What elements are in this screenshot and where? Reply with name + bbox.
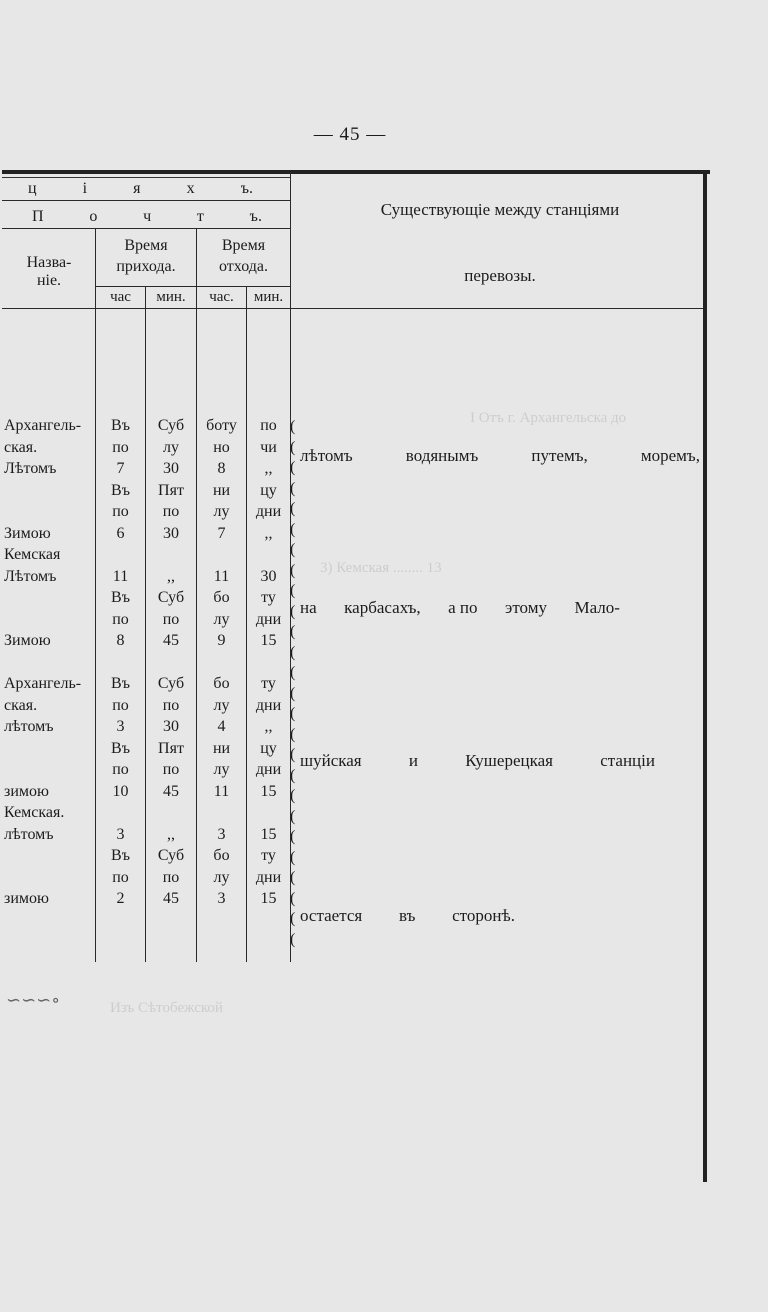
stations-header bbox=[28, 180, 253, 198]
bracket-mark: ( bbox=[290, 705, 296, 722]
time-cell: 11 bbox=[213, 782, 230, 800]
time-cell: 8 bbox=[217, 460, 226, 477]
header-rule bbox=[95, 286, 290, 287]
station-name-cell: ская. bbox=[4, 696, 38, 714]
time-cell: по bbox=[112, 438, 129, 456]
bracket-mark: ( bbox=[290, 828, 296, 845]
time-cell: лу bbox=[163, 438, 179, 456]
station-name-cell: зимою bbox=[4, 890, 49, 907]
time-cell: лу bbox=[213, 761, 230, 778]
time-cell: Пят bbox=[158, 739, 184, 757]
time-cell: лу bbox=[213, 696, 230, 714]
time-cell: Суб bbox=[157, 847, 185, 864]
word: водянымъ bbox=[405, 446, 479, 465]
time-cell: 30 bbox=[163, 524, 179, 542]
time-cell: 11 bbox=[112, 567, 129, 585]
time-cell: ,, bbox=[264, 460, 273, 477]
time-cell: Пят bbox=[158, 481, 184, 499]
time-cell: лу bbox=[213, 868, 230, 886]
station-name-cell: лѣтомъ bbox=[4, 825, 54, 843]
ferries-header: Существующіе между станціями bbox=[380, 200, 620, 219]
time-cell: бо bbox=[213, 589, 230, 606]
time-cell: ни bbox=[212, 481, 231, 499]
time-cell: 30 bbox=[260, 567, 277, 585]
time-cell: 45 bbox=[163, 632, 179, 649]
time-cell: Въ bbox=[111, 739, 130, 757]
time-cell: ,, bbox=[167, 567, 175, 585]
time-cell: 9 bbox=[217, 632, 226, 649]
minute-subheader: мин. bbox=[156, 289, 186, 305]
station-name-cell: ская. bbox=[4, 438, 38, 456]
bracket-mark: ( bbox=[290, 643, 296, 661]
station-name-cell: Кемская. bbox=[4, 804, 65, 821]
time-cell: по bbox=[112, 610, 129, 628]
time-cell: по bbox=[162, 761, 180, 778]
time-cell: Въ bbox=[111, 481, 130, 499]
bracket-mark: ( bbox=[290, 910, 296, 927]
time-cell: дни bbox=[255, 503, 282, 520]
station-name-cell: Архангель- bbox=[4, 675, 82, 692]
bleed-through-text: I Отъ г. Архангельска до bbox=[470, 410, 627, 426]
word: карбасахъ, bbox=[344, 598, 421, 617]
hour-subheader: час bbox=[110, 289, 131, 305]
time-cell: 3 bbox=[116, 825, 125, 843]
time-cell: Суб bbox=[157, 675, 185, 692]
time-cell: Въ bbox=[111, 417, 130, 434]
page-number: — 45 — bbox=[313, 124, 387, 145]
bracket-mark: ( bbox=[290, 684, 296, 702]
header-letter: ч bbox=[143, 208, 152, 225]
time-cell: но bbox=[213, 438, 230, 456]
header-letter: ъ. bbox=[240, 180, 253, 197]
header-letter: ц bbox=[28, 180, 37, 197]
bracket-mark: ( bbox=[290, 930, 296, 948]
time-cell: ту bbox=[261, 847, 276, 864]
time-cell: по bbox=[162, 868, 180, 886]
header-letter: ъ. bbox=[249, 208, 262, 225]
ferries-subheader: перевозы. bbox=[464, 266, 536, 285]
bracket-mark: ( bbox=[290, 479, 296, 497]
time-cell: дни bbox=[255, 868, 282, 886]
word: шуйская bbox=[300, 751, 362, 770]
word: путемъ, bbox=[531, 446, 588, 465]
time-cell: 3 bbox=[217, 890, 226, 907]
departure-column-header: Время отхода. bbox=[219, 237, 268, 275]
station-name-cell: Зимою bbox=[4, 632, 51, 649]
header-rule bbox=[2, 200, 290, 201]
ferry-text-line bbox=[300, 906, 515, 926]
bracket-mark: ( bbox=[290, 418, 296, 435]
word: на bbox=[300, 598, 317, 617]
time-cell: 15 bbox=[260, 890, 277, 907]
table-right-rule bbox=[703, 170, 707, 1182]
bracket-mark: ( bbox=[290, 787, 296, 804]
time-cell: 7 bbox=[217, 524, 226, 542]
time-cell: по bbox=[112, 503, 129, 520]
posts-header bbox=[32, 208, 262, 226]
bracket-mark: ( bbox=[290, 459, 296, 476]
bracket-mark: ( bbox=[290, 725, 296, 743]
ornament-squiggle: ∽∽∽∘ bbox=[6, 990, 61, 1010]
time-cell: лу bbox=[213, 503, 230, 520]
bleed-through-text: Изъ Сѣтобежской bbox=[110, 1000, 223, 1016]
bracket-mark: ( bbox=[290, 541, 296, 558]
time-cell: 8 bbox=[116, 632, 125, 649]
bracket-mark: ( bbox=[290, 520, 296, 538]
bracket-mark: ( bbox=[290, 807, 296, 825]
time-cell: 4 bbox=[217, 718, 226, 735]
bracket-mark: ( bbox=[290, 561, 296, 579]
bracket-mark: ( bbox=[290, 623, 296, 640]
time-cell: Въ bbox=[111, 847, 130, 864]
station-name-cell: Лѣтомъ bbox=[4, 460, 57, 477]
time-cell: по bbox=[162, 696, 180, 714]
time-cell: боту bbox=[206, 417, 237, 434]
header-letter: т bbox=[196, 208, 204, 225]
time-cell: ту bbox=[261, 589, 276, 606]
header-rule bbox=[2, 308, 703, 309]
time-cell: 45 bbox=[163, 890, 179, 907]
time-cell: Суб bbox=[157, 589, 185, 606]
time-cell: ту bbox=[261, 675, 276, 692]
time-cell: дни bbox=[255, 761, 282, 778]
word: этому bbox=[505, 598, 547, 617]
time-cell: 7 bbox=[116, 460, 125, 477]
word: остается bbox=[300, 906, 363, 925]
time-cell: ни bbox=[212, 739, 231, 757]
ferry-text-line bbox=[300, 598, 620, 618]
time-cell: по bbox=[112, 868, 129, 886]
bracket-mark: ( bbox=[290, 766, 296, 784]
time-cell: Въ bbox=[111, 675, 130, 692]
bracket-mark: ( bbox=[290, 602, 296, 620]
bracket-mark: ( bbox=[290, 889, 296, 907]
time-cell: цу bbox=[260, 481, 277, 499]
name-column-header: Назва- ніе. bbox=[26, 254, 72, 289]
time-cell: 30 bbox=[163, 460, 179, 477]
minute-subheader: мин. bbox=[253, 289, 284, 305]
time-cell: по bbox=[112, 696, 129, 714]
header-letter: я bbox=[133, 180, 141, 197]
time-cell: 30 bbox=[163, 718, 179, 735]
time-cell: по bbox=[112, 761, 129, 778]
ferry-text-line bbox=[300, 446, 700, 466]
time-cell: дни bbox=[255, 610, 282, 628]
time-cell: по bbox=[260, 417, 277, 434]
time-cell: по bbox=[162, 610, 180, 628]
word: и bbox=[408, 751, 418, 770]
time-cell: бо bbox=[213, 675, 230, 692]
word: Мало- bbox=[574, 598, 620, 617]
arrival-column-header: Время прихода. bbox=[116, 237, 176, 275]
time-cell: Суб bbox=[157, 417, 185, 434]
time-cell: 3 bbox=[217, 825, 226, 843]
ferry-text-line bbox=[300, 751, 655, 771]
time-cell: 15 bbox=[260, 825, 277, 843]
header-letter: і bbox=[82, 180, 88, 197]
time-cell: 2 bbox=[116, 890, 125, 907]
header-letter: П bbox=[32, 208, 44, 225]
bracket-mark: ( bbox=[290, 869, 296, 886]
word: Кушерецкая bbox=[465, 751, 553, 770]
bracket-mark: ( bbox=[290, 664, 296, 681]
station-name-cell: Кемская bbox=[4, 546, 61, 563]
time-cell: ,, bbox=[264, 524, 273, 542]
word: въ bbox=[398, 906, 416, 925]
station-name-cell: Лѣтомъ bbox=[4, 567, 57, 585]
time-cell: 15 bbox=[260, 782, 277, 800]
station-name-cell: лѣтомъ bbox=[4, 718, 54, 735]
bracket-mark: ( bbox=[290, 582, 296, 599]
time-cell: ,, bbox=[264, 718, 273, 735]
time-cell: 10 bbox=[112, 782, 129, 800]
bracket-mark: ( bbox=[290, 438, 296, 456]
time-cell: по bbox=[162, 503, 180, 520]
station-name-cell: Архангель- bbox=[4, 417, 82, 434]
header-rule bbox=[2, 228, 290, 229]
time-cell: 6 bbox=[116, 524, 125, 542]
time-cell: дни bbox=[255, 696, 282, 714]
time-cell: Въ bbox=[111, 589, 130, 606]
hour-subheader: час. bbox=[209, 289, 234, 305]
time-cell: 3 bbox=[116, 718, 125, 735]
time-cell: цу bbox=[260, 739, 277, 757]
header-letter: х bbox=[186, 180, 195, 197]
time-cell: 45 bbox=[163, 782, 179, 800]
word: а по bbox=[448, 598, 478, 617]
time-cell: 11 bbox=[213, 567, 230, 585]
word: сторонѣ. bbox=[452, 906, 515, 925]
time-cell: чи bbox=[260, 438, 277, 456]
time-cell: бо bbox=[213, 847, 230, 864]
station-name-cell: зимою bbox=[4, 782, 49, 800]
word: станціи bbox=[600, 751, 655, 770]
word: лѣтомъ bbox=[300, 446, 353, 465]
bracket-mark: ( bbox=[290, 848, 296, 866]
header-letter: о bbox=[89, 208, 98, 225]
bracket-mark: ( bbox=[290, 746, 296, 763]
time-cell: 15 bbox=[260, 632, 277, 649]
time-cell: ,, bbox=[167, 825, 175, 843]
bracket-mark: ( bbox=[290, 500, 296, 517]
table-top-rule bbox=[2, 170, 710, 174]
word: моремъ, bbox=[640, 446, 700, 465]
table-top-rule-thin bbox=[2, 177, 290, 178]
time-cell: лу bbox=[213, 610, 230, 628]
station-name-cell: Зимою bbox=[4, 524, 51, 542]
bleed-through-text: 3) Кемская ........ 13 bbox=[320, 560, 442, 576]
